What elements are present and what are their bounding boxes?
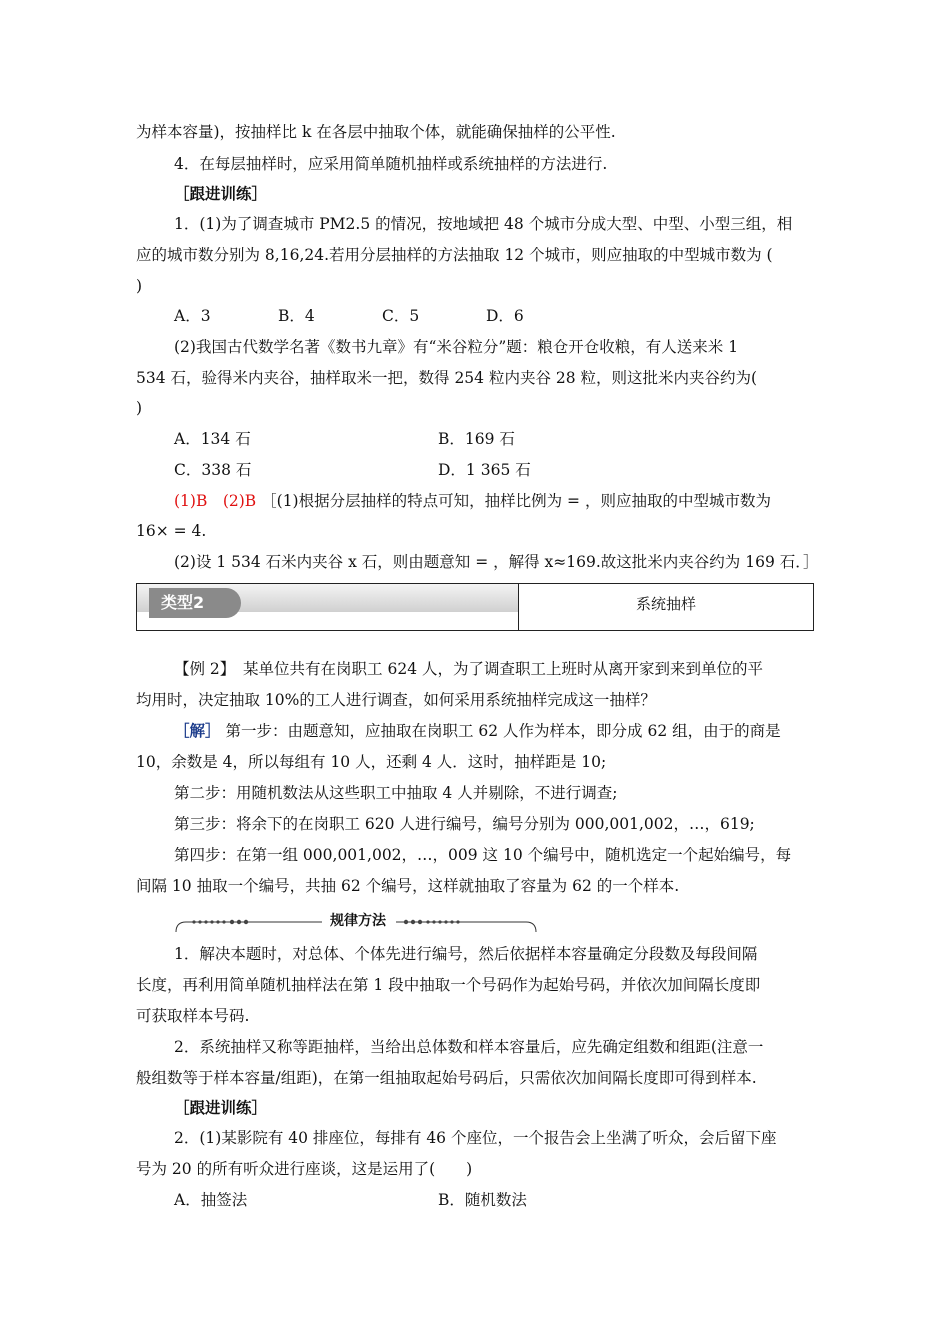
text-line: 1．(1)为了调查城市 PM2.5 的情况，按地域把 48 个城市分成大型、中型、小型三组，相 — [174, 215, 793, 233]
method-banner — [172, 912, 540, 934]
text-line: 1．解决本题时，对总体、个体先进行编号，然后依据样本容量确定分段数及每段间隔 — [174, 945, 758, 963]
solution-text: 第一步：由题意知，应抽取在岗职工 62 人作为样本，即分成 62 组，由于的商是 — [225, 722, 781, 740]
text-line: 均用时，决定抽取 10%的工人进行调查，如何采用系统抽样完成这一抽样？ — [136, 691, 656, 709]
option-c: C．5 — [382, 307, 420, 325]
text-line: 534 石，验得米内夹谷，抽样取米一把，数得 254 粒内夹谷 28 粒，则这批米内夹谷约为( — [136, 369, 758, 387]
text-line: 号为 20 的所有听众进行座谈，这是运用了( ) — [136, 1160, 473, 1178]
text-line: 2．(1)某影院有 40 排座位，每排有 46 个座位，一个报告会上坐满了听众，会后留下座 — [174, 1129, 777, 1147]
text-line: 2．系统抽样又称等距抽样，当给出总体数和样本容量后，应先确定组数和组距(注意一 — [174, 1038, 764, 1056]
text-line: 第三步：将余下的在岗职工 620 人进行编号，编号分别为 000,001,002，…，619; — [174, 815, 755, 833]
option-d: D．1 365 石 — [438, 461, 531, 479]
option-b: B．随机数法 — [438, 1191, 527, 1209]
method-title: 规律方法 — [326, 912, 390, 930]
option-c: C．338 石 — [174, 461, 252, 479]
text-line: 可获取样本号码. — [136, 1007, 250, 1025]
text-line: 应的城市数分别为 8,16,24.若用分层抽样的方法抽取 12 个城市，则应抽取的中型城市数为 ( — [136, 246, 773, 264]
option-b: B．4 — [278, 307, 315, 325]
text-line: 第二步：用随机数法从这些职工中抽取 4 人并剔除，不进行调查; — [174, 784, 618, 802]
text-line: (2)设 1 534 石米内夹谷 x 石，则由题意知 = ，解得 x≈169.故这批米内夹谷约为 169 石．］ — [174, 553, 819, 571]
text-line: 16× = 4. — [136, 522, 207, 540]
text-line: 长度，再利用简单随机抽样法在第 1 段中抽取一个号码作为起始号码，并依次加间隔长度即 — [136, 976, 761, 994]
text-line: 般组数等于样本容量/组距)，在第一组抽取起始号码后，只需依次加间隔长度即可得到样本. — [136, 1069, 757, 1087]
option-a: A．抽签法 — [174, 1191, 248, 1209]
text-line: 10，余数是 4，所以每组有 10 人，还剩 4 人．这时，抽样距是 10; — [136, 753, 607, 771]
text-line: 为样本容量)，按抽样比 k 在各层中抽取个体，就能确保抽样的公平性. — [136, 123, 616, 141]
option-b: B．169 石 — [438, 430, 515, 448]
option-d: D．6 — [486, 307, 524, 325]
section-header — [136, 583, 814, 631]
option-a: A．134 石 — [174, 430, 251, 448]
solution-tag: ［解］ — [174, 721, 221, 740]
section-title: 系统抽样 — [635, 595, 696, 613]
text-line: (2)我国古代数学名著《数书九章》有“米谷粒分”题：粮仓开仓收粮，有人送来米 1 — [174, 338, 739, 356]
text-line: ) — [136, 277, 143, 295]
option-a: A．3 — [174, 307, 211, 325]
answer-text: ［(1)根据分层抽样的特点可知，抽样比例为 = ，则应抽取的中型城市数为 — [261, 492, 771, 510]
example-line: 【例 2】 某单位共有在岗职工 624 人，为了调查职工上班时从离开家到来到单位的平 — [174, 660, 763, 678]
follow-up-heading: ［跟进训练］ — [174, 184, 268, 203]
solution-line — [174, 721, 781, 741]
section-badge: 类型2 — [149, 588, 241, 618]
text-line: 间隔 10 抽取一个编号，共抽 62 个编号，这样就抽取了容量为 62 的一个样本. — [136, 877, 680, 895]
follow-up-heading: ［跟进训练］ — [174, 1098, 268, 1117]
text-line: ) — [136, 399, 143, 417]
answer-line — [174, 491, 771, 511]
text-line: 4．在每层抽样时，应采用简单随机抽样或系统抽样的方法进行. — [174, 155, 608, 173]
answer-marks: (1)B (2)B — [174, 492, 257, 510]
text-line: 第四步：在第一组 000,001,002，…，009 这 10 个编号中，随机选定一个起始编号，每 — [174, 846, 792, 864]
